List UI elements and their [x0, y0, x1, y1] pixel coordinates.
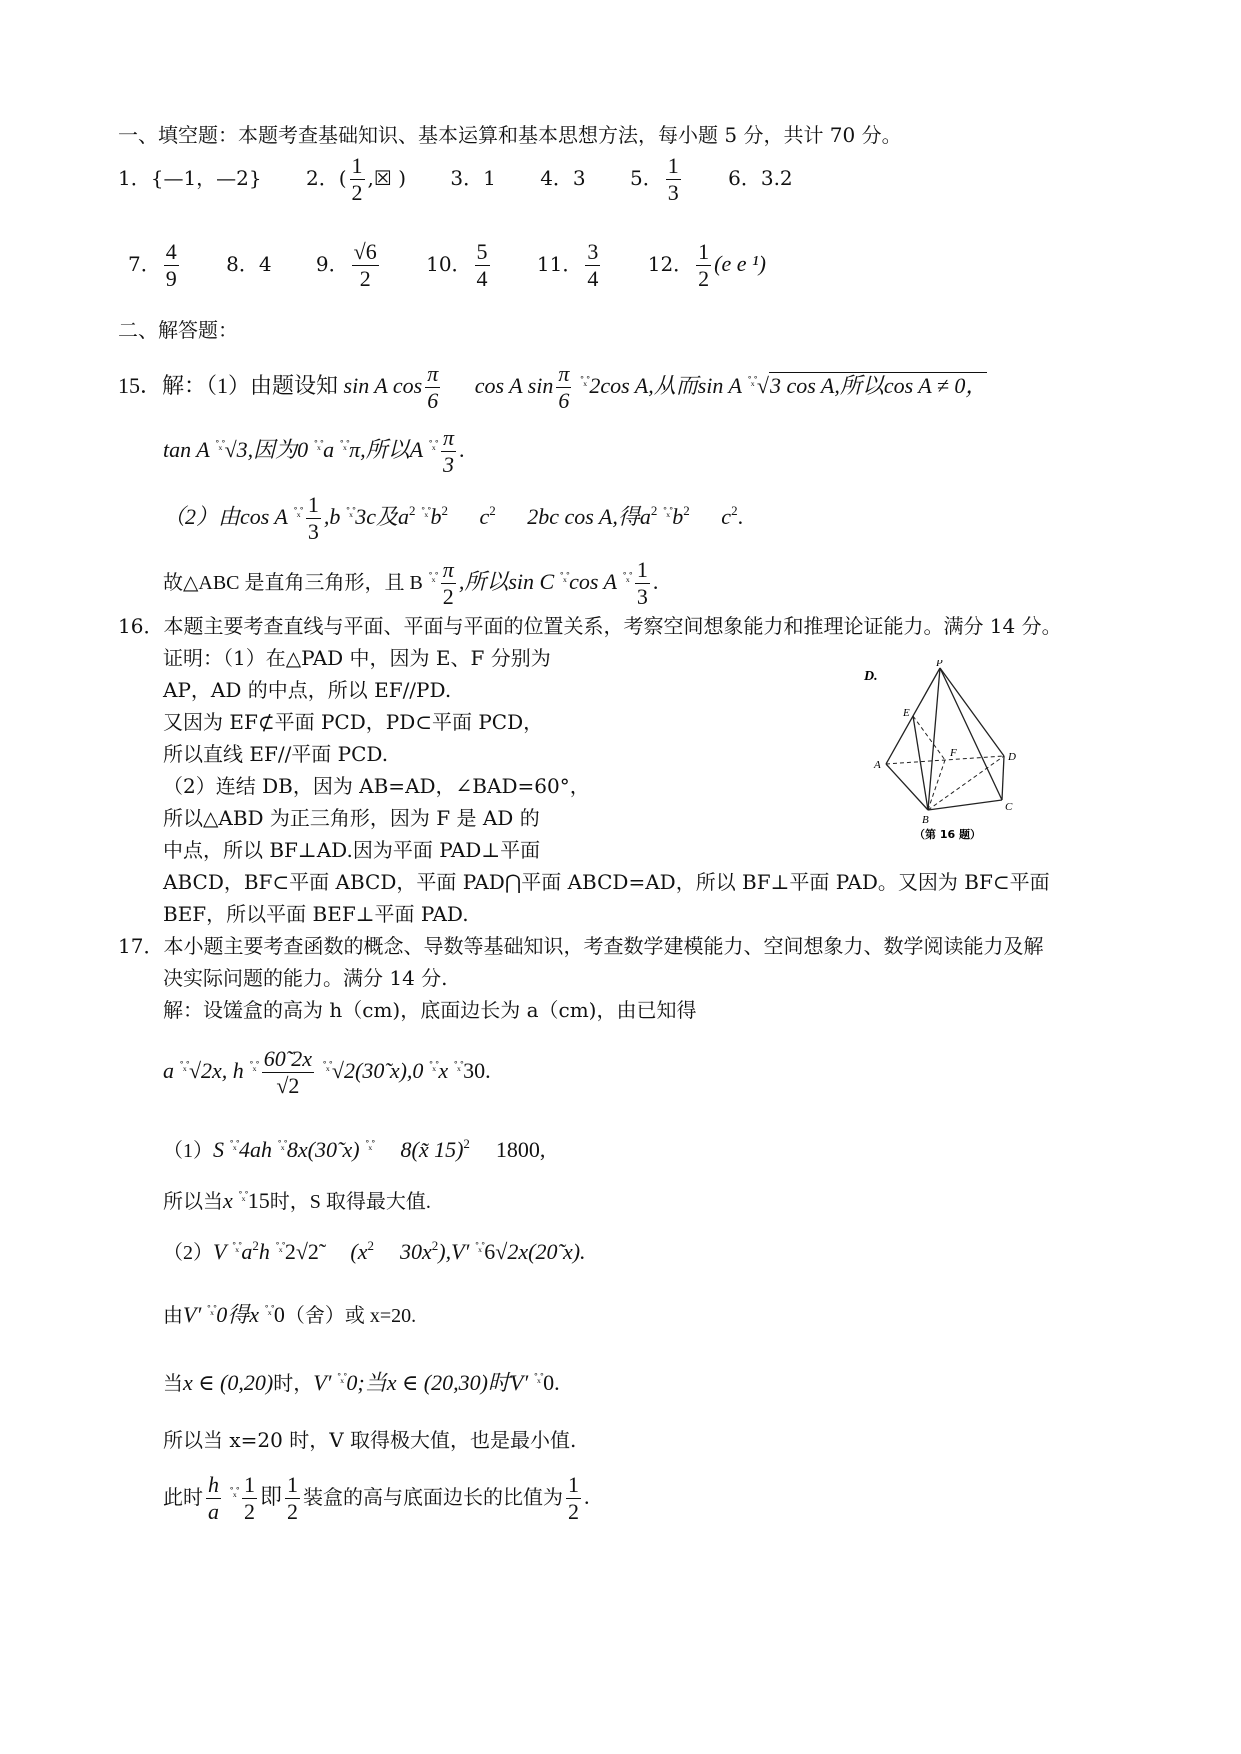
- q17-p1l2-post: 时，S 取得最大值.: [269, 1191, 431, 1213]
- answer-11-fraction: $\frac{3}{4}$: [587, 239, 599, 291]
- figure-caption: （第 16 题）: [914, 828, 981, 840]
- q17-p2l3-b: 时，: [273, 1373, 314, 1395]
- glyph-eq: ˚ₓ˚: [365, 1137, 375, 1152]
- answer-2-num: 2．: [306, 166, 339, 190]
- label-A: A: [874, 759, 881, 771]
- q17-p1l2-x: x: [223, 1188, 233, 1213]
- q17-part1-line-1: [163, 1130, 545, 1165]
- q15-l3-term-e: 2bc cos A,得a: [527, 504, 651, 529]
- label-D: D: [1008, 751, 1016, 763]
- q17-p2l5-frac-4: $\frac{1}{2}$: [567, 1472, 579, 1525]
- q16-heading-line: [118, 612, 1062, 640]
- q15-l3-end: .: [737, 504, 744, 529]
- q17-eq1-a: a: [163, 1058, 174, 1083]
- answer-11-num: 11．: [536, 252, 583, 276]
- glyph-eq: ˚ₓ˚: [533, 1370, 544, 1385]
- answer-12-post: (e e ¹): [714, 251, 766, 276]
- q17-part2-line-3: [163, 1364, 560, 1398]
- answer-1: {—1，—2}: [150, 166, 262, 190]
- q15-l4-mid: ,所以sin C: [458, 569, 555, 594]
- q17-eq1-d: x: [438, 1058, 449, 1083]
- answer-12-fraction: $\frac{1}{2}$: [698, 239, 710, 291]
- q15-l3-pre: （2）由cos A: [163, 504, 288, 529]
- q17-p2l3-a: x ∈ (0,20): [183, 1370, 274, 1395]
- q15-l4-frac-2: $\frac{1}{3}$: [636, 557, 648, 610]
- answer-3-num: 3．: [450, 166, 484, 190]
- glyph-eq: ˚ₓ˚: [215, 437, 225, 452]
- q17-p2l2-post: （舍）或 x=20.: [284, 1305, 417, 1327]
- q17-part2-line-4: 所以当 x=20 时，V 取得极大值，也是最小值.: [163, 1428, 577, 1452]
- q15-l1-term-b: cos A sin: [474, 373, 554, 398]
- glyph-eq: ˚ₓ˚: [428, 569, 438, 584]
- q17-intro: 解：设馐盒的高为 h（cm)，底面边长为 a（cm)，由已知得: [163, 998, 697, 1022]
- sup-two: 2: [367, 1238, 374, 1253]
- q15-l1-term-a: sin A cos: [343, 373, 423, 398]
- q17-p2l3-e: 0.: [543, 1370, 560, 1395]
- q17-part2-line-5: [163, 1460, 589, 1530]
- glyph-eq: ˚ₓ˚: [206, 1302, 217, 1317]
- sup-two: 2: [441, 503, 448, 518]
- glyph-eq: ˚ₓ˚: [313, 437, 324, 452]
- q15-l2-term-a: tan A: [163, 437, 210, 462]
- answer-10-num: 10．: [426, 252, 472, 276]
- q17-number: 17．: [118, 934, 164, 958]
- q15-l2-term-d: π,所以A: [349, 437, 424, 462]
- q15-l2-term-c: a: [323, 437, 335, 462]
- glyph-eq: ˚ₓ˚: [474, 1239, 485, 1254]
- q17-p1-d: 8(x̃ 15): [400, 1137, 464, 1162]
- q17-eq1-c: 2(30̃ x),0: [344, 1058, 424, 1083]
- q15-l4-end: .: [652, 569, 659, 594]
- glyph-eq: ˚ₓ˚: [747, 373, 757, 388]
- q17-part2-line-2: [163, 1296, 416, 1330]
- q17-p2-g: 30x: [400, 1239, 432, 1264]
- q16-line-1: 证明：（1）在△PAD 中，因为 E、F 分别为: [163, 646, 551, 670]
- q17-eq1-b: 2x, h: [201, 1058, 244, 1083]
- q17-heading-line-1: [118, 932, 1043, 960]
- answer-9-num: 9．: [315, 252, 349, 276]
- q16-line-5: （2）连结 DB，因为 AB=AD，∠BAD=60°，: [163, 774, 590, 798]
- q17-p2-c: h: [258, 1239, 270, 1264]
- q16-line-6: 所以△ABD 为正三角形，因为 F 是 AD 的: [163, 806, 540, 830]
- answer-8: 4: [258, 252, 272, 276]
- glyph-eq: ˚ₓ˚: [229, 1484, 239, 1499]
- q15-l3-term-b: 3c及a: [355, 504, 410, 529]
- glyph-eq: ˚ₓ˚: [559, 569, 570, 584]
- q17-p2l5-pre: 此时: [163, 1487, 203, 1509]
- figure-tag: D.: [864, 669, 878, 684]
- glyph-eq: ˚ₓ˚: [264, 1302, 274, 1317]
- q15-l4-frac-1: $\frac{\pi}{2}$: [442, 557, 454, 610]
- section1-heading: 一、填空题：本题考查基础知识、基本运算和基本思想方法，每小题 5 分，共计 70 分。: [118, 123, 902, 147]
- answer-9-fraction: $\frac{√6}{2}$: [353, 239, 377, 291]
- q17-p2l3-c: V′: [313, 1370, 332, 1395]
- answer-12-num: 12．: [647, 252, 694, 276]
- q17-p2-e: 2̃: [307, 1239, 319, 1264]
- glyph-eq: ˚ₓ˚: [231, 1239, 242, 1254]
- q16-heading: 本题主要考查直线与平面、平面与平面的位置关系，考察空间想象能力和推理论证能力。满分 14 分。: [163, 614, 1062, 638]
- answer-6-num: 6．: [728, 166, 761, 190]
- answer-2-pre: (: [338, 166, 347, 190]
- sup-two: 2: [463, 1136, 470, 1151]
- glyph-eq: ˚ₓ˚: [229, 1137, 239, 1152]
- glyph-eq: ˚ₓ˚: [428, 437, 438, 452]
- edge-BC: [928, 800, 1002, 810]
- edge-PC: [940, 668, 1002, 800]
- glyph-eq: ˚ₓ˚: [345, 504, 356, 519]
- answer-2-post: ,☒ ): [367, 166, 406, 190]
- sup-two: 2: [683, 503, 690, 518]
- q15-l1-term-c: 2cos A,从而sin A: [589, 373, 742, 398]
- glyph-eq: ˚ₓ˚: [293, 504, 303, 519]
- q17-eq1-frac: $\frac{60̃ 2x}{√2}$: [263, 1046, 312, 1099]
- answer-6: 3.2: [760, 166, 793, 190]
- q17-p2l5-frac-3: $\frac{1}{2}$: [286, 1472, 298, 1525]
- glyph-eq: ˚ₓ˚: [179, 1058, 189, 1073]
- q15-line-1: 15．解：（1）由题设知 sin A cos $\frac{\pi}{6}$ cos A sin $\frac{\pi}{6}$ $^{˚_x˚}$2cos A,从而sin A $^{˚_x˚}$√3 cos A,所以cos A ≠ 0，: [118, 361, 988, 414]
- q15-line-4: [163, 546, 658, 614]
- glyph-eq: ˚ₓ˚: [322, 1058, 332, 1073]
- q17-p2-a: V: [213, 1239, 227, 1264]
- q17-p1l2-pre: 所以当: [163, 1191, 223, 1213]
- q15-l3-term-g: c: [721, 504, 732, 529]
- answers-row-1: [118, 148, 793, 208]
- q15-l3-term-f: b: [672, 504, 684, 529]
- q17-p1-b: 4ah: [238, 1137, 272, 1162]
- q17-p2-b: a: [241, 1239, 253, 1264]
- label-C: C: [1005, 801, 1013, 813]
- q15-l2-end: .: [459, 437, 465, 462]
- q17-heading-line-2: 决实际问题的能力。满分 14 分.: [163, 966, 448, 990]
- answer-5-fraction: $\frac{1}{3}$: [667, 153, 679, 205]
- edge-EF: [913, 716, 945, 760]
- answer-1-num: 1．: [118, 166, 151, 190]
- label-B: B: [922, 814, 929, 826]
- q15-l3-term-a: ,b: [323, 504, 341, 529]
- glyph-eq: ˚ₓ˚: [453, 1058, 464, 1073]
- q17-p2l2-c: 0: [273, 1302, 285, 1327]
- glyph-eq: ˚ₓ˚: [238, 1188, 248, 1203]
- q15-l3-term-c: b: [430, 504, 442, 529]
- answer-7-num: 7．: [128, 252, 161, 276]
- glyph-eq: ˚ₓ˚: [428, 1058, 439, 1073]
- q15-number: 15．: [118, 373, 163, 398]
- q16-line-2: AP，AD 的中点，所以 EF//PD.: [163, 678, 452, 702]
- q17-p1-pre: （1）: [163, 1140, 213, 1162]
- glyph-eq: ˚ₓ˚: [336, 1370, 347, 1385]
- glyph-eq: ˚ₓ˚: [275, 1239, 285, 1254]
- q17-p1l2-val: 15: [247, 1188, 270, 1213]
- label-E: E: [903, 707, 910, 719]
- label-P: P: [936, 660, 943, 669]
- glyph-eq: ˚ₓ˚: [662, 504, 673, 519]
- q15-l1-pre: 解：（1）由题设知: [162, 373, 339, 398]
- answer-4-num: 4．: [540, 166, 573, 190]
- q17-p2l2-b: 0得x: [216, 1302, 259, 1327]
- sup-two: 2: [409, 503, 416, 518]
- sup-two: 2: [489, 503, 496, 518]
- q17-p2l3-pre: 当: [163, 1373, 183, 1395]
- q17-p1-c: 8x(30̃ x): [286, 1137, 360, 1162]
- glyph-eq: ˚ₓ˚: [339, 437, 350, 452]
- glyph-eq: ˚ₓ˚: [249, 1058, 259, 1073]
- edge-CD: [1002, 756, 1004, 800]
- q17-p2l5-post: 装盒的高与底面边长的比值为: [302, 1487, 563, 1509]
- q15-l2-frac: $\frac{\pi}{3}$: [442, 425, 454, 478]
- q15-l1-frac-1: $\frac{\pi}{6}$: [427, 361, 439, 414]
- q16-line-3: 又因为 EF⊄平面 PCD，PD⊂平面 PCD，: [163, 710, 544, 734]
- q17-p2l2-pre: 由: [163, 1305, 183, 1327]
- q17-heading-1: 本小题主要考查函数的概念、导数等基础知识，考查数学建模能力、空间想象力、数学阅读能力及解: [163, 934, 1044, 958]
- answers-row-2: [128, 234, 766, 294]
- q17-equation-1: a $^{˚_x˚}$√2x, h $^{˚_x˚}$ $\frac{60̃ 2x}{√2}$ $^{˚_x˚}$√2(30̃ x),0 $^{˚_x˚}$x $^{˚_x˚}$30.: [163, 1046, 491, 1099]
- glyph-eq: ˚ₓ˚: [622, 569, 632, 584]
- q15-line-2: tan A $^{˚_x˚}$√3,因为0 $^{˚_x˚}$a $^{˚_x˚}$π,所以A $^{˚_x˚}$ $\frac{\pi}{3}$ .: [163, 425, 465, 478]
- q17-p2-f: (x: [350, 1239, 368, 1264]
- glyph-eq: ˚ₓ˚: [277, 1137, 287, 1152]
- q17-p2-h: ),V′: [438, 1239, 470, 1264]
- answer-4: 3: [572, 166, 586, 190]
- answer-8-num: 8．: [226, 252, 259, 276]
- q17-p1-e: 1800,: [495, 1137, 546, 1162]
- answer-7-fraction: $\frac{4}{9}$: [165, 239, 177, 291]
- q15-l2-term-b: 3,因为0: [236, 437, 309, 462]
- q16-line-7: 中点，所以 BF⊥AD.因为平面 PAD⊥平面: [163, 838, 541, 862]
- q15-l1-term-d: 3 cos A,所以cos A ≠ 0，: [769, 373, 988, 398]
- answer-2-fraction: $\frac{1}{2}$: [351, 153, 363, 205]
- q17-p2l5-frac-2: $\frac{1}{2}$: [243, 1472, 255, 1525]
- q17-p2-pre: （2）: [163, 1242, 213, 1264]
- q17-part2-line-1: （2）V $^{˚_x˚}a^2h$ $^{˚_x˚}$2√2̃ ($x^2$ $30x^2),V'$ $^{˚_x˚}$6√2x(20̃ x).: [163, 1238, 586, 1264]
- q17-p2l5-mid: 即: [259, 1484, 282, 1509]
- q16-line-4: 所以直线 EF//平面 PCD.: [163, 742, 389, 766]
- answer-3: 1: [483, 166, 496, 190]
- glyph-eq: ˚ₓ˚: [579, 373, 590, 388]
- answer-5-num: 5．: [630, 166, 663, 190]
- q17-p2-j: 2x(20̃ x).: [507, 1239, 586, 1264]
- sup-two: 2: [731, 503, 738, 518]
- q17-p2l5-end: .: [583, 1484, 590, 1509]
- q15-l3-term-d: c: [479, 504, 490, 529]
- q17-eq1-e: 30.: [463, 1058, 491, 1083]
- q15-l4-pre: 故△ABC 是直角三角形，且 B: [163, 572, 423, 594]
- q17-p2l2-a: V′: [183, 1302, 202, 1327]
- q15-l4-term-b: cos A: [569, 569, 617, 594]
- q17-p1-a: S: [213, 1137, 224, 1162]
- q17-p2l3-d: 0;当x ∈ (20,30)时V′: [346, 1370, 529, 1395]
- q17-p2l5-frac-1: $\frac{h}{a}$: [208, 1472, 219, 1525]
- edge-PD: [940, 668, 1004, 756]
- glyph-eq: ˚ₓ˚: [421, 504, 431, 519]
- q15-l1-frac-2: $\frac{\pi}{6}$: [558, 361, 570, 414]
- q16-line-8: ABCD，BF⊂平面 ABCD，平面 PAD⋂平面 ABCD=AD，所以 BF⊥平面 PAD。又因为 BF⊂平面: [163, 870, 1050, 894]
- label-F: F: [950, 747, 957, 759]
- sup-two: 2: [431, 1238, 439, 1253]
- section2-heading: 二、解答题：: [118, 318, 238, 342]
- q17-part1-line-2: [163, 1182, 431, 1216]
- q15-l3-frac: $\frac{1}{3}$: [307, 492, 319, 545]
- pyramid-figure: [862, 660, 1032, 840]
- q16-line-9: BEF，所以平面 BEF⊥平面 PAD.: [163, 902, 469, 926]
- q17-p2-d: 2: [284, 1239, 296, 1264]
- sup-two: 2: [650, 503, 658, 518]
- sup-two: 2: [252, 1238, 259, 1253]
- q15-line-3: [163, 480, 743, 548]
- q17-p2-i: 6: [484, 1239, 496, 1264]
- q16-number: 16．: [118, 614, 164, 638]
- answer-10-fraction: $\frac{5}{4}$: [476, 239, 488, 291]
